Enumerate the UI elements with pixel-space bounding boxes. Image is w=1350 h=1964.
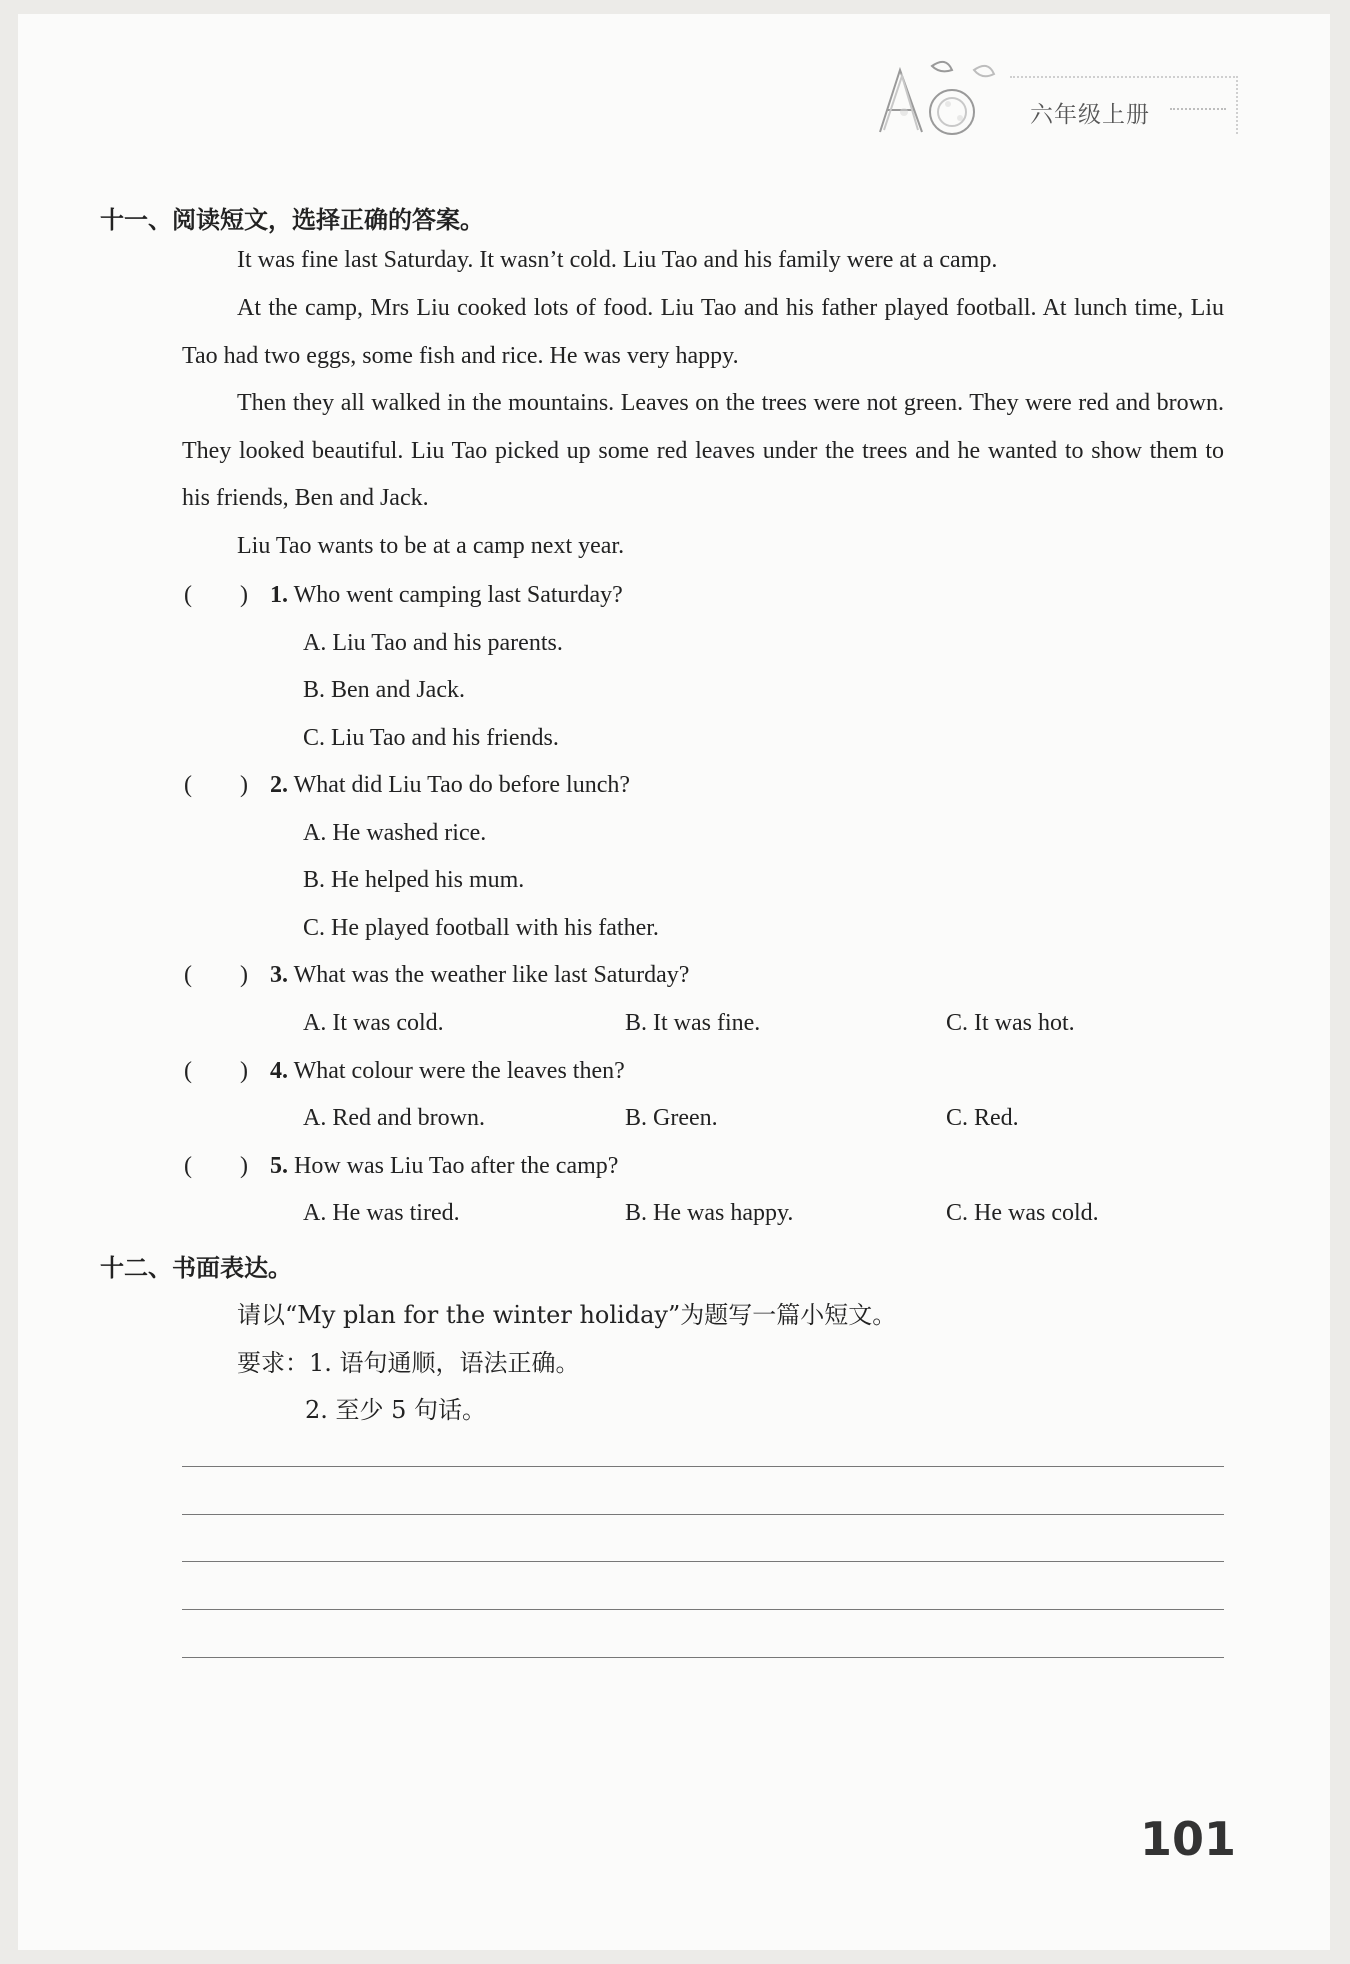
writing-line[interactable] [182,1514,1224,1515]
passage-paragraph-2: At the camp, Mrs Liu cooked lots of food. Liu Tao and his father played football. At lunch time, Liu Tao had two eggs, some fish and rice. He was very happy. [182,295,1224,369]
header-dots [1170,108,1226,110]
writing-line[interactable] [182,1609,1224,1610]
answer-bracket-open[interactable]: ( [184,1058,192,1084]
answer-bracket-close: ) [240,772,248,798]
option-a: A. He was tired. [303,1200,460,1226]
option-c: C. He played football with his father. [303,915,659,941]
option-a: A. Liu Tao and his parents. [303,630,563,656]
answer-bracket-close: ) [240,962,248,988]
option-b: B. It was fine. [625,1010,761,1036]
option-a: A. He washed rice. [303,820,487,846]
option-b: B. He helped his mum. [303,867,525,893]
answer-bracket-close: ) [240,582,248,608]
option-c: C. Liu Tao and his friends. [303,725,559,751]
option-c: C. It was hot. [946,1010,1075,1036]
option-a: A. It was cold. [303,1010,444,1036]
writing-prompt: 请以“My plan for the winter holiday”为题写一篇小短文。 [237,1301,897,1329]
passage-paragraph-3: Then they all walked in the mountains. Leaves on the trees were not green. They were red and brown. They looked beautiful. Liu Tao picked up some red leaves under the trees and he wanted to show them to his friends, Ben and Jack. [182,390,1224,512]
answer-bracket-close: ) [240,1058,248,1084]
option-c: C. He was cold. [946,1200,1099,1226]
passage-paragraph-1: It was fine last Saturday. It wasn’t cold. Liu Tao and his family were at a camp. [237,247,998,273]
grade-label: 六年级上册 [1030,102,1150,128]
answer-bracket-open[interactable]: ( [184,962,192,988]
answer-bracket-open[interactable]: ( [184,1153,192,1179]
question-text: 4. What colour were the leaves then? [270,1058,625,1084]
answer-bracket-open[interactable]: ( [184,582,192,608]
passage-paragraph-4: Liu Tao wants to be at a camp next year. [237,533,625,559]
option-b: B. Green. [625,1105,718,1131]
writing-line[interactable] [182,1657,1224,1658]
page-number: 101 [1140,1812,1237,1866]
requirement-2: 2. 至少 5 句话。 [305,1396,487,1424]
option-c: C. Red. [946,1105,1019,1131]
option-b: B. Ben and Jack. [303,677,465,703]
section-11-title: 十一、阅读短文，选择正确的答案。 [100,206,484,234]
question-text: 2. What did Liu Tao do before lunch? [270,772,631,798]
writing-line[interactable] [182,1466,1224,1467]
option-b: B. He was happy. [625,1200,794,1226]
answer-bracket-close: ) [240,1153,248,1179]
requirement-1: 要求：1. 语句通顺，语法正确。 [237,1349,580,1377]
abc-bubble-logo-icon [870,52,1010,142]
writing-line[interactable] [182,1561,1224,1562]
answer-bracket-open[interactable]: ( [184,772,192,798]
question-text: 5. How was Liu Tao after the camp? [270,1153,619,1179]
option-a: A. Red and brown. [303,1105,485,1131]
page-header [870,52,1240,142]
section-12-title: 十二、书面表达。 [100,1254,292,1282]
question-text: 3. What was the weather like last Saturday? [270,962,690,988]
question-text: 1. Who went camping last Saturday? [270,582,623,608]
